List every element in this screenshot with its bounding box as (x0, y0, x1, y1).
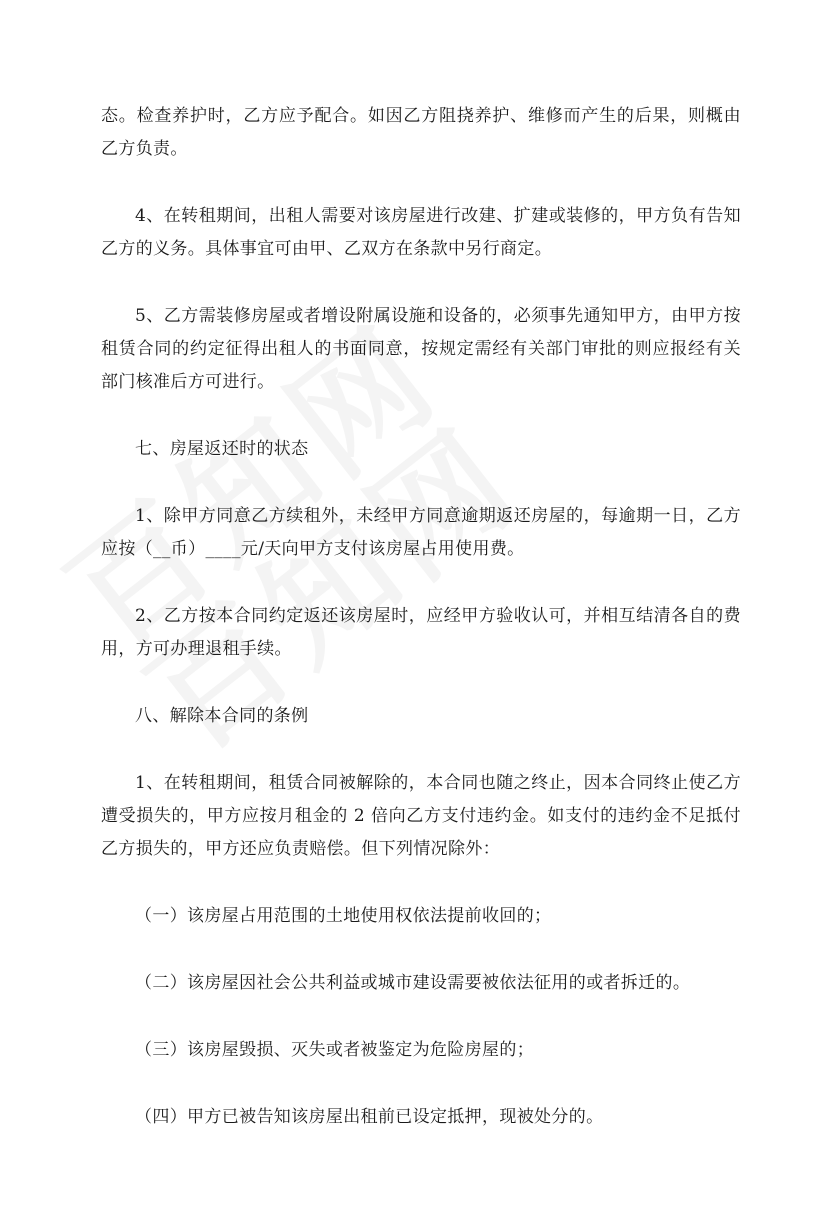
section-heading-8: 八、解除本合同的条例 (135, 706, 309, 726)
section-heading-7: 七、房屋返还时的状态 (135, 439, 309, 459)
paragraph-clause-5: 5、乙方需装修房屋或者增设附属设施和设备的，必须事先通知甲方，由甲方按租赁合同的约定征得出租人的书面同意，按规定需经有关部门审批的则应报经有关部门核准后方可进行。 (101, 306, 741, 392)
paragraph-continuation: 态。检查养护时，乙方应予配合。如因乙方阻挠养护、维修而产生的后果，则概由乙方负责。 (101, 106, 741, 159)
exception-item-2: （二）该房屋因社会公共利益或城市建设需要被依法征用的或者拆迁的。 (135, 973, 691, 993)
paragraph-7-2: 2、乙方按本合同约定返还该房屋时，应经甲方验收认可，并相互结清各自的费用，方可办理退租手续。 (101, 606, 741, 659)
paragraph-clause-4: 4、在转租期间，出租人需要对该房屋进行改建、扩建或装修的，甲方负有告知乙方的义务。具体事宜可由甲、乙双方在条款中另行商定。 (101, 206, 741, 259)
exception-item-3: （三）该房屋毁损、灭失或者被鉴定为危险房屋的； (135, 1040, 535, 1060)
exception-item-4: （四）甲方已被告知该房屋出租前已设定抵押，现被处分的。 (135, 1107, 604, 1127)
document-body (101, 100, 741, 1134)
exception-item-1: （一）该房屋占用范围的土地使用权依法提前收回的； (135, 906, 552, 926)
paragraph-8-1: 1、在转租期间，租赁合同被解除的，本合同也随之终止，因本合同终止使乙方遭受损失的，甲方应按月租金的 2 倍向乙方支付违约金。如支付的违约金不足抵付乙方损失的，甲方还应负责赔偿。但下列情况除外： (101, 773, 741, 859)
paragraph-7-1: 1、除甲方同意乙方续租外，未经甲方同意逾期返还房屋的，每逾期一日，乙方应按（__币）____元/天向甲方支付该房屋占用使用费。 (101, 506, 741, 559)
